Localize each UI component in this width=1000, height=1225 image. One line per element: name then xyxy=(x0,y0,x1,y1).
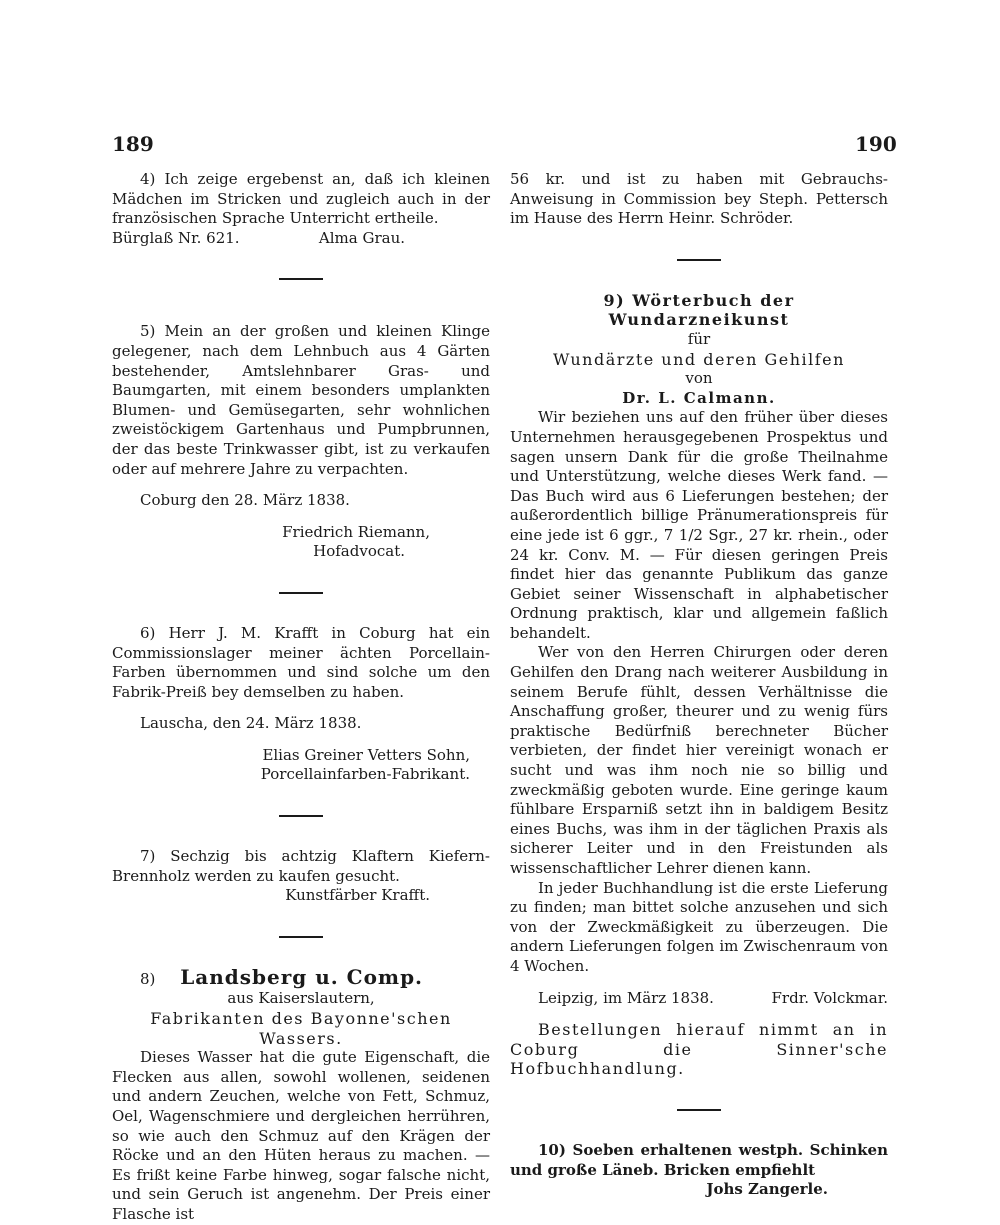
notice-8-continued: 56 kr. und ist zu haben mit Gebrauchs-Anweisung in Commission bey Steph. Pettersch im Hause des Herrn Heinr. Schröder. xyxy=(510,170,888,228)
page-number-left: 189 xyxy=(112,132,154,156)
notice-5-text: 5) Mein an der großen und kleinen Klinge gelegener, nach dem Lehnbuch aus 4 Gärten bestehender, Amtslehnbarer Gras- und Baumgarten, mit einem besonders umplankten Blumen- und Gemüsegarten, sehr wohnlichen zweistöckigem Gartenhaus und Pumpbrunnen, der das beste Trinkwasser gibt, ist zu verkaufen oder auf mehrere Jahre zu verpachten. xyxy=(112,322,490,478)
notice-10-text: 10) Soeben erhaltenen westph. Schinken und große Läneb. Bricken empfiehlt xyxy=(510,1140,888,1179)
notice-9-title-by: von xyxy=(685,369,713,388)
notice-9-paragraph-1: Wir beziehen uns auf den früher über dieses Unternehmen herausgegebenen Prospektus und sagen unsern Dank für die große Theilnahme und Unterstützung, welche dieses Werk fand. — Das Buch wird aus 6 Lieferungen bestehen; der außerordentlich billige Pränumerationspreis für eine jede ist 6 ggr., 7 1/2 Sgr., 27 kr. rhein., oder 24 kr. Conv. M. — Für diesen geringen Preis findet hier das genannte Publikum das ganze Gebiet seiner Wissenschaft in alphabetischer Ordnung praktisch, klar und allgemein faßlich behandelt. xyxy=(510,408,888,642)
notice-7-signature: Kunstfärber Krafft. xyxy=(285,886,430,905)
notice-8-heading xyxy=(112,964,490,990)
notice-8-firm: Landsberg u. Comp. xyxy=(180,964,424,989)
notice-9-author: Dr. L. Calmann. xyxy=(622,388,776,407)
notice-9-title: 9) Wörterbuch der Wundarzneikunst xyxy=(603,290,795,330)
notice-8-origin: aus Kaiserslautern, xyxy=(227,989,375,1008)
notice-8-product: Fabrikanten des Bayonne'schen Wassers. xyxy=(150,1009,452,1048)
notice-6-signature-title: Porcellainfarben-Fabrikant. xyxy=(260,765,470,784)
notice-9-paragraph-2: Wer von den Herren Chirurgen oder deren Gehilfen den Drang nach weiterer Ausbildung in seinem Berufe fühlt, dessen Verhältnisse die Anschaffung großer, theurer und zu wenig fürs praktische Bedürfniß berechneter Bücher verbieten, der findet hier vereinigt wonach er sucht und was ihm noch nie so billig und zweckmäßig geboten wurde. Eine geringe kaum fühlbare Ersparniß setzt ihn in baldigem Besitz eines Buchs, was ihm in der täglichen Praxis als sicherer Leiter und in den Freistunden als wissenschaftlicher Lehrer dienen kann. xyxy=(510,643,888,877)
notice-6-signature-name: Elias Greiner Vetters Sohn, xyxy=(262,745,470,764)
notice-9-title-audience: Wundärzte und deren Gehilfen xyxy=(553,349,845,369)
notice-4-text: 4) Ich zeige ergebenst an, daß ich kleinen Mädchen im Stricken und zugleich auch in der französischen Sprache Unterricht ertheile. xyxy=(112,170,490,228)
notice-6-text: 6) Herr J. M. Krafft in Coburg hat ein Commissionslager meiner ächten Porcellain-Farben übernommen und sind solche um den Fabrik-Preiß bey demselben zu haben. xyxy=(112,623,490,701)
notice-5-signature-title: Hofadvocat. xyxy=(313,542,405,561)
notice-10-signature: Johs Zangerle. xyxy=(706,1180,828,1199)
notice-8-number: 8) xyxy=(140,969,156,988)
notice-9-signature: Frdr. Volckmar. xyxy=(771,988,888,1007)
notice-5-signature-name: Friedrich Riemann, xyxy=(282,522,430,541)
notice-5-place-date: Coburg den 28. März 1838. xyxy=(140,491,350,510)
notice-9-paragraph-3: In jeder Buchhandlung ist die erste Lieferung zu finden; man bittet solche anzusehen und sich von der Zweckmäßigkeit zu überzeugen. Die andern Lieferungen folgen im Zwischenraum von 4 Wochen. xyxy=(510,878,888,975)
notice-4-address-text: Bürglaß Nr. 621. xyxy=(112,228,240,247)
notice-9-place-date: Leipzig, im März 1838. xyxy=(538,988,714,1007)
page-number-right: 190 xyxy=(855,132,897,156)
notice-7-text: 7) Sechzig bis achtzig Klaftern Kiefern-Brennholz werden zu kaufen gesucht. xyxy=(112,847,490,885)
notice-8-text: Dieses Wasser hat die gute Eigenschaft, die Flecken aus allen, sowohl wollenen, seidenen und andern Zeuchen, welche von Fett, Schmuz, Oel, Wagenschmiere und dergleichen herrühren, so wie auch den Schmuz auf den Krägen der Röcke und an den Hüten heraus zu machen. — Es frißt keine Farbe hinweg, sogar falsche nicht, und sein Geruch ist angenehm. Der Preis einer Flasche ist xyxy=(112,1048,490,1223)
notice-4-signature: Alma Grau. xyxy=(318,228,405,247)
notice-9-title-for: für xyxy=(687,329,711,348)
left-column xyxy=(112,170,490,1225)
notice-6-place-date: Lauscha, den 24. März 1838. xyxy=(140,714,362,733)
right-column xyxy=(510,170,888,1200)
notice-9-orders: Bestellungen hierauf nimmt an in Coburg die Sinner'sche Hofbuchhandlung. xyxy=(510,1020,888,1079)
